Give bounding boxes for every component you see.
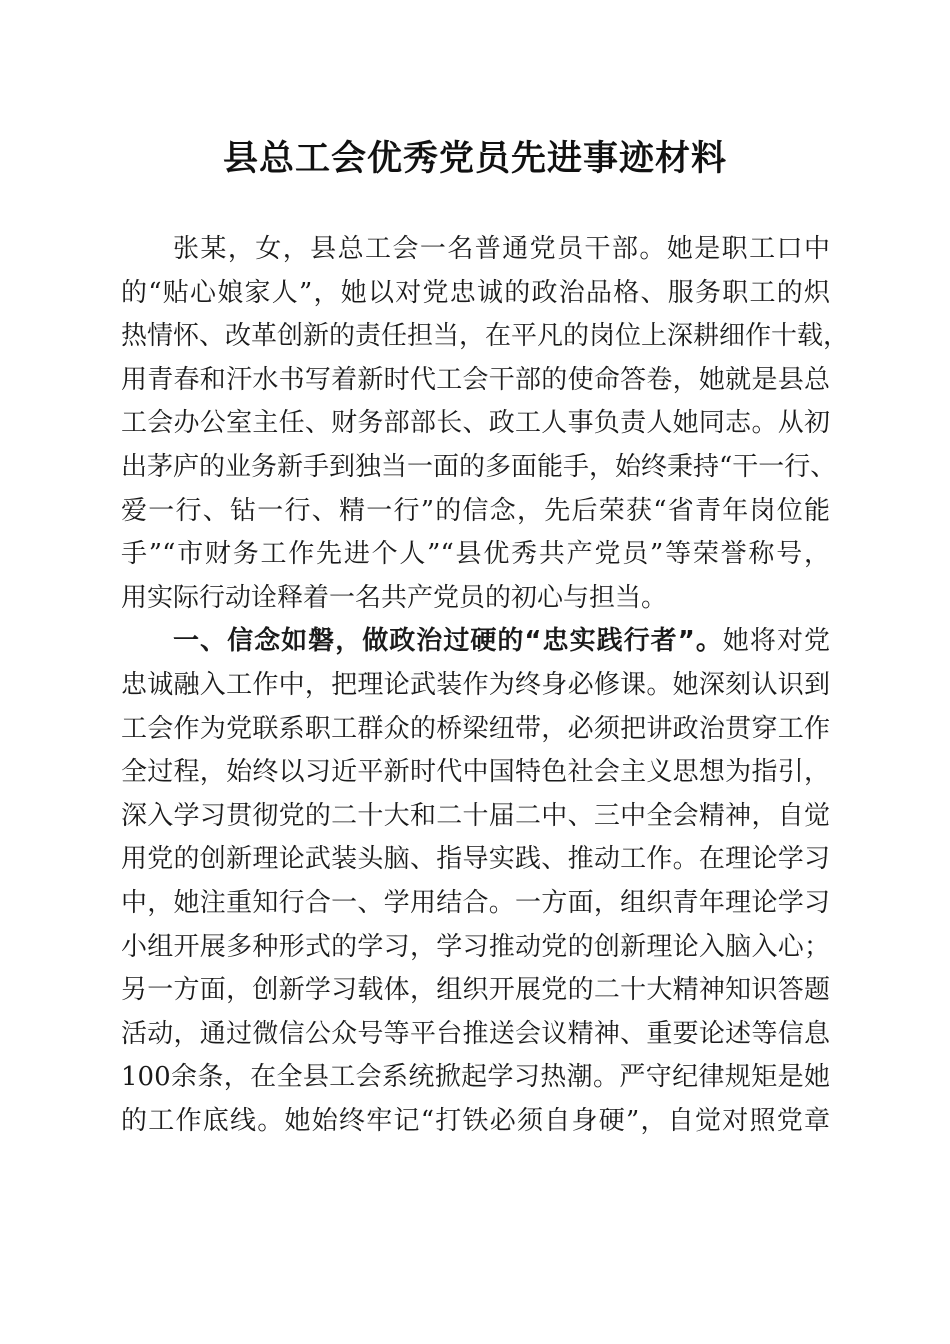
text-line: 100余条，在全县工会系统掀起学习热潮。严守纪律规矩是她 bbox=[121, 1062, 830, 1093]
text-line: 忠诚融入工作中，把理论武装作为终身必修课。她深刻认识到 bbox=[121, 669, 830, 700]
text-line: 出茅庐的业务新手到独当一面的多面能手，始终秉持“干一行、 bbox=[121, 451, 837, 482]
section-heading-line bbox=[121, 620, 830, 664]
text-line: 用实际行动诠释着一名共产党员的初心与担当。 bbox=[121, 582, 668, 613]
text-line: 用党的创新理论武装头脑、指导实践、推动工作。在理论学习 bbox=[121, 844, 830, 875]
text-line: 小组开展多种形式的学习，学习推动党的创新理论入脑入心； bbox=[121, 931, 830, 962]
paragraph-section-1 bbox=[121, 620, 830, 1143]
text-line: 热情怀、改革创新的责任担当，在平凡的岗位上深耕细作十载， bbox=[121, 321, 850, 352]
text-line: 的“贴心娘家人”，她以对党忠诚的政治品格、服务职工的炽 bbox=[121, 277, 830, 308]
text-line: 用青春和汗水书写着新时代工会干部的使命答卷，她就是县总 bbox=[121, 364, 830, 395]
text-line: 手”“市财务工作先进个人”“县优秀共产党员”等荣誉称号， bbox=[121, 539, 830, 570]
text-line: 深入学习贯彻党的二十大和二十届二中、三中全会精神，自觉 bbox=[121, 800, 830, 831]
document-body bbox=[121, 228, 850, 1143]
text-line: 张某，女，县总工会一名普通党员干部。她是职工口中 bbox=[173, 234, 830, 264]
text-line: 工会作为党联系职工群众的桥梁纽带，必须把讲政治贯穿工作 bbox=[121, 713, 830, 744]
text-line: 全过程，始终以习近平新时代中国特色社会主义思想为指引， bbox=[121, 757, 830, 788]
section-heading-tail: 她将对党 bbox=[722, 626, 830, 657]
section-heading: 一、信念如磐，做政治过硬的“忠实践行者”。 bbox=[173, 626, 723, 657]
text-line: 中，她注重知行合一、学用结合。一方面，组织青年理论学习 bbox=[121, 887, 830, 918]
text-line: 另一方面，创新学习载体，组织开展党的二十大精神知识答题 bbox=[121, 975, 830, 1006]
text-line: 工会办公室主任、财务部部长、政工人事负责人她同志。从初 bbox=[121, 408, 830, 439]
document-title: 县总工会优秀党员先进事迹材料 bbox=[222, 138, 727, 179]
paragraph-intro bbox=[121, 228, 850, 620]
text-line: 的工作底线。她始终牢记“打铁必须自身硬”，自觉对照党章 bbox=[121, 1105, 830, 1136]
text-line: 活动，通过微信公众号等平台推送会议精神、重要论述等信息 bbox=[121, 1018, 830, 1049]
text-line: 爱一行、钻一行、精一行”的信念，先后荣获“省青年岗位能 bbox=[121, 495, 830, 526]
